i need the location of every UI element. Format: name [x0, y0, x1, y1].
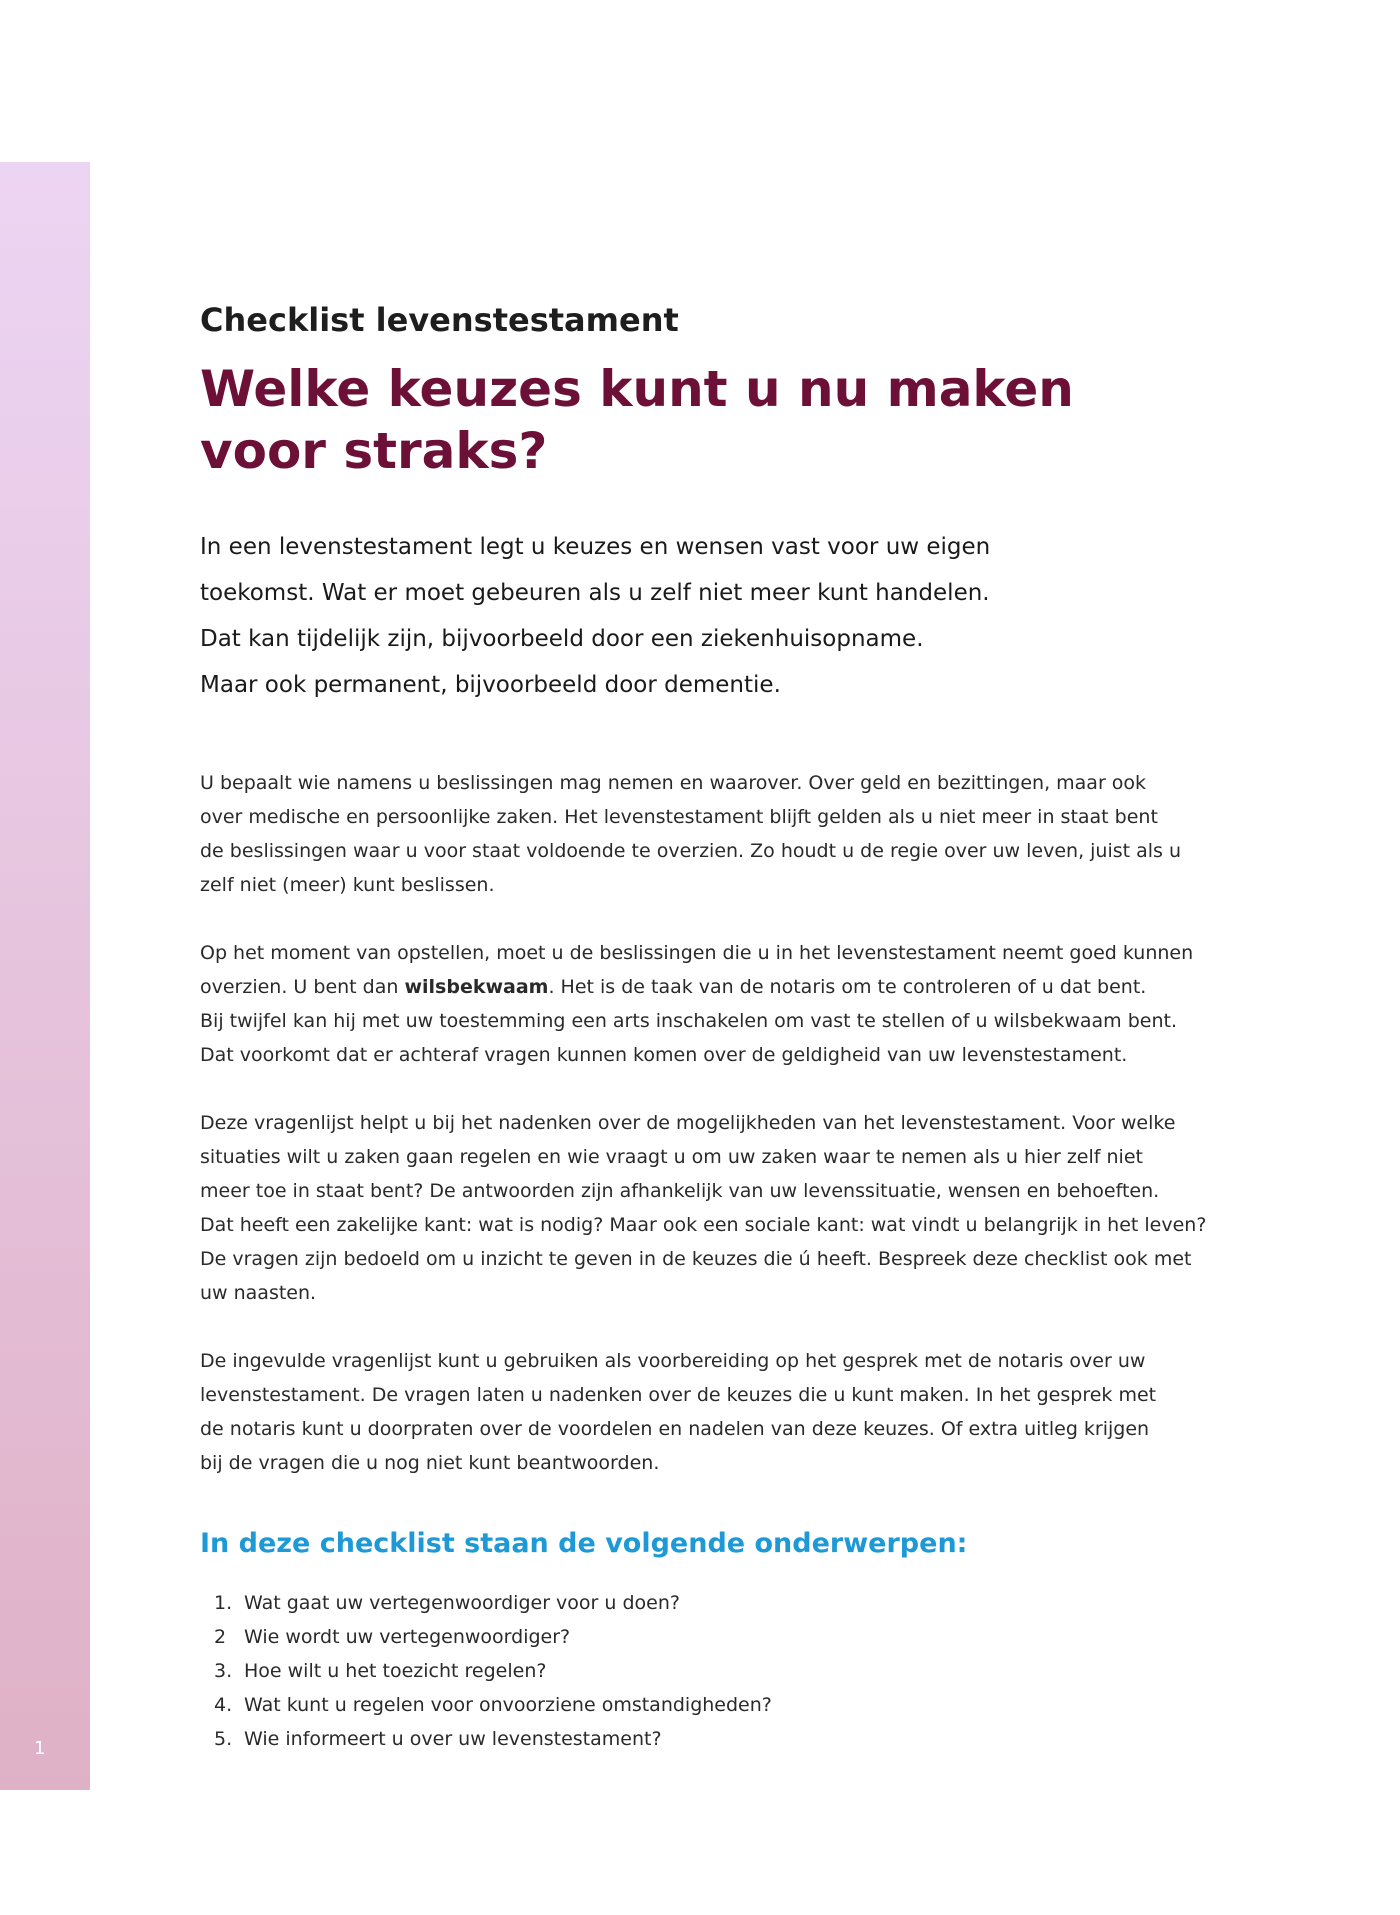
- body-line: zelf niet (meer) kunt beslissen.: [200, 874, 495, 896]
- body-line: bij de vragen die u nog niet kunt beantwoorden.: [200, 1452, 660, 1474]
- topics-list: [200, 1586, 1260, 1756]
- body-text-segment: overzien. U bent dan: [200, 976, 405, 998]
- list-item: [214, 1620, 1260, 1654]
- intro-line: Dat kan tijdelijk zijn, bijvoorbeeld door een ziekenhuisopname.: [200, 626, 924, 652]
- intro-paragraph: [200, 524, 1260, 708]
- intro-line: In een levenstestament legt u keuzes en wensen vast voor uw eigen: [200, 534, 991, 560]
- title-line: voor straks?: [200, 422, 548, 480]
- page-title: [200, 358, 1260, 482]
- body-line: Bij twijfel kan hij met uw toestemming een arts inschakelen om vast te stellen of u wilsbekwaam bent.: [200, 1010, 1178, 1032]
- body-line: levenstestament. De vragen laten u nadenken over de keuzes die u kunt maken. In het gesprek met: [200, 1384, 1157, 1406]
- list-item-number: 3.: [214, 1660, 233, 1683]
- emphasized-term: wilsbekwaam: [404, 976, 549, 998]
- list-item-text: Wie wordt uw vertegenwoordiger?: [244, 1626, 571, 1649]
- title-line: Welke keuzes kunt u nu maken: [200, 360, 1074, 418]
- body-paragraph: [200, 1106, 1260, 1310]
- body-line: de beslissingen waar u voor staat voldoende te overzien. Zo houdt u de regie over uw leven, juist als u: [200, 840, 1182, 862]
- list-item-text: Wie informeert u over uw levenstestament?: [244, 1728, 662, 1751]
- topics-heading: In deze checklist staan de volgende onderwerpen:: [200, 1528, 968, 1559]
- body-line: uw naasten.: [200, 1282, 317, 1304]
- body-line: Op het moment van opstellen, moet u de beslissingen die u in het levenstestament neemt goed kunnen: [200, 942, 1194, 964]
- document-content: [200, 296, 1260, 1756]
- decorative-side-band: [0, 162, 90, 1790]
- list-item: [214, 1688, 1260, 1722]
- list-item: [214, 1722, 1260, 1756]
- list-item-number: 5.: [214, 1728, 233, 1751]
- intro-line: toekomst. Wat er moet gebeuren als u zelf niet meer kunt handelen.: [200, 580, 990, 606]
- body-line: over medische en persoonlijke zaken. Het levenstestament blijft gelden als u niet meer in staat bent: [200, 806, 1158, 828]
- list-item-text: Wat gaat uw vertegenwoordiger voor u doen?: [244, 1592, 680, 1615]
- body-paragraph: [200, 936, 1260, 1072]
- body-paragraph: [200, 1344, 1260, 1480]
- body-line: Dat voorkomt dat er achteraf vragen kunnen komen over de geldigheid van uw levenstestament.: [200, 1044, 1128, 1066]
- body-line: U bepaalt wie namens u beslissingen mag nemen en waarover. Over geld en bezittingen, maar ook: [200, 772, 1147, 794]
- body-line: [200, 970, 1260, 1004]
- list-item-number: 4.: [214, 1694, 233, 1717]
- intro-line: Maar ook permanent, bijvoorbeeld door dementie.: [200, 672, 781, 698]
- document-eyebrow: Checklist levenstestament: [200, 301, 679, 339]
- body-line: meer toe in staat bent? De antwoorden zijn afhankelijk van uw levenssituatie, wensen en behoeften.: [200, 1180, 1160, 1202]
- list-item: [214, 1586, 1260, 1620]
- body-line: Dat heeft een zakelijke kant: wat is nodig? Maar ook een sociale kant: wat vindt u belangrijk in het leven?: [200, 1214, 1207, 1236]
- list-item-text: Wat kunt u regelen voor onvoorziene omstandigheden?: [244, 1694, 772, 1717]
- body-text-segment: . Het is de taak van de notaris om te controleren of u dat bent.: [548, 976, 1147, 998]
- body-line: De ingevulde vragenlijst kunt u gebruiken als voorbereiding op het gesprek met de notaris over uw: [200, 1350, 1146, 1372]
- body-line: situaties wilt u zaken gaan regelen en wie vraagt u om uw zaken waar te nemen als u hier zelf niet: [200, 1146, 1143, 1168]
- body-paragraph: [200, 766, 1260, 902]
- body-line: De vragen zijn bedoeld om u inzicht te geven in de keuzes die ú heeft. Bespreek deze checklist ook met: [200, 1248, 1192, 1270]
- body-text: [200, 766, 1260, 1480]
- list-item-number: 1.: [214, 1592, 233, 1615]
- page-number: 1: [34, 1738, 46, 1759]
- list-item-number: 2: [214, 1626, 227, 1649]
- body-line: Deze vragenlijst helpt u bij het nadenken over de mogelijkheden van het levenstestament. Voor welke: [200, 1112, 1176, 1134]
- list-item: [214, 1654, 1260, 1688]
- body-line: de notaris kunt u doorpraten over de voordelen en nadelen van deze keuzes. Of extra uitleg krijgen: [200, 1418, 1150, 1440]
- list-item-text: Hoe wilt u het toezicht regelen?: [244, 1660, 547, 1683]
